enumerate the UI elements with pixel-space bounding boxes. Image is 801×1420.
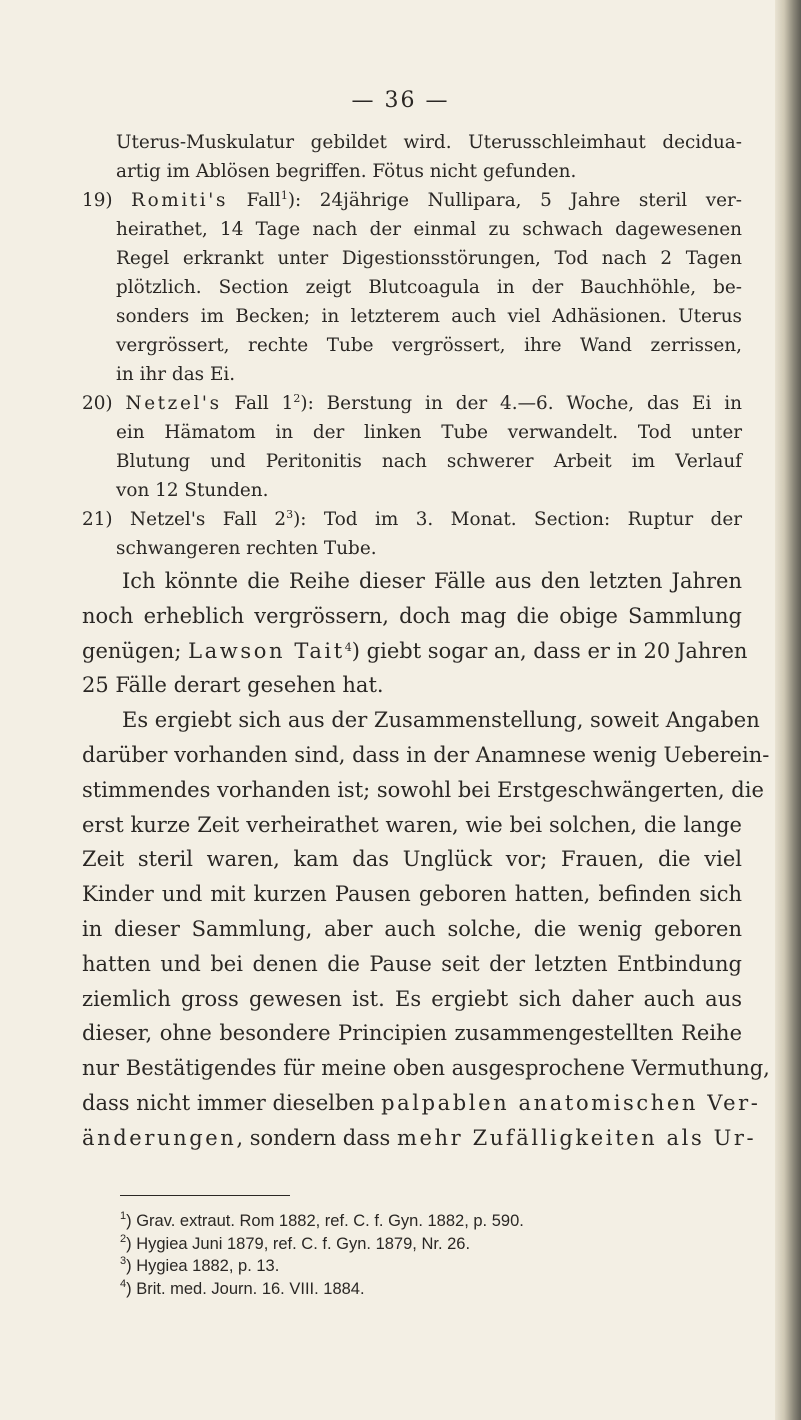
- text-line: ziemlich gross gewesen ist. Es ergiebt sich daher auch aus: [82, 986, 742, 1011]
- footnotes: [120, 1210, 720, 1300]
- text-line: Zeit steril waren, kam das Unglück vor; Frauen, die viel: [82, 847, 742, 872]
- footnote-rule: [120, 1195, 290, 1196]
- text-line: erst kurze Zeit verheirathet waren, wie bei solchen, die lange: [82, 812, 742, 837]
- text-line: 25 Fälle derart gesehen hat.: [82, 673, 384, 698]
- footnote: $^3$) Hygiea 1882, p. 13.: [120, 1255, 280, 1275]
- text-line: Es ergiebt sich aus der Zusammenstellung, soweit Angaben: [122, 708, 760, 733]
- text-line: dass nicht immer dieselben palpablen anatomischen Ver-: [82, 1090, 761, 1115]
- text-line: Blutung und Peritonitis nach schwerer Arbeit im Verlauf: [116, 451, 742, 472]
- text-line: stimmendes vorhanden ist; sowohl bei Erstgeschwängerten, die: [82, 777, 764, 802]
- text-line: sonders im Becken; in letzterem auch viel Adhäsionen. Uterus: [116, 306, 742, 327]
- text-line: änderungen, sondern dass mehr Zufälligkeiten als Ur-: [82, 1125, 757, 1150]
- text-line: dieser, ohne besondere Principien zusammengestellten Reihe: [82, 1021, 742, 1046]
- text-line: schwangeren rechten Tube.: [116, 538, 377, 559]
- footnote-mark: 3: [120, 1255, 127, 1267]
- text-line: artig im Ablösen begriffen. Fötus nicht gefunden.: [116, 161, 577, 182]
- text-line: in dieser Sammlung, aber auch solche, die wenig geboren: [82, 916, 742, 941]
- text-line: ein Hämatom in der linken Tube verwandelt. Tod unter: [116, 422, 742, 443]
- text-line: Kinder und mit kurzen Pausen geboren hatten, befinden sich: [82, 882, 742, 907]
- text-line: plötzlich. Section zeigt Blutcoagula in der Bauchhöhle, be-: [116, 277, 742, 298]
- text-line: in ihr das Ei.: [116, 364, 236, 385]
- text-line: heirathet, 14 Tage nach der einmal zu schwach dagewesenen: [116, 219, 742, 240]
- page-edge-shadow: [775, 0, 801, 1420]
- text-line: darüber vorhanden sind, dass in der Anamnese wenig Ueberein-: [82, 742, 770, 767]
- footnote-mark: 4: [120, 1277, 127, 1290]
- footnote-mark: 2: [120, 1232, 127, 1245]
- case-list: [82, 128, 742, 563]
- text-line: Uterus-Muskulatur gebildet wird. Uterusschleimhaut decidua-: [116, 132, 742, 153]
- text-line: nur Bestätigendes für meine oben ausgesprochene Vermuthung,: [82, 1056, 770, 1081]
- text-line: Regel erkrankt unter Digestionsstörungen, Tod nach 2 Tagen: [116, 248, 742, 269]
- text-line: 21) Netzel's Fall $2^3$): Tod im 3. Monat. Section: Ruptur der: [82, 508, 742, 530]
- page-number: — 36 —: [351, 88, 450, 113]
- text-line: Ich könnte die Reihe dieser Fälle aus den letzten Jahren: [122, 569, 742, 593]
- text-line: 20) Netzel's Fall $1^2$): Berstung in der 4.—6. Woche, das Ei in: [82, 392, 742, 414]
- text-line: 19) Romiti's Fall$^1$): 24jährige Nullipara, 5 Jahre steril ver-: [82, 189, 742, 211]
- footnote-mark: 1: [120, 1210, 127, 1222]
- text-line: vergrössert, rechte Tube vergrössert, ihre Wand zerrissen,: [116, 335, 742, 356]
- text-line: genügen; Lawson Tait$^4$) giebt sogar an, dass er in 20 Jahren: [82, 638, 748, 663]
- text-line: noch erheblich vergrössern, doch mag die obige Sammlung: [82, 603, 742, 628]
- text-line: hatten und bei denen die Pause seit der letzten Entbindung: [82, 951, 742, 976]
- footnote: $^1$) Grav. extraut. Rom 1882, ref. C. f. Gyn. 1882, p. 590.: [120, 1210, 524, 1230]
- text-line: von 12 Stunden.: [116, 480, 269, 501]
- body-text: [82, 564, 770, 1156]
- footnote: $^2$) Hygiea Juni 1879, ref. C. f. Gyn. 1879, Nr. 26.: [120, 1232, 471, 1253]
- footnote: $^4$) Brit. med. Journ. 16. VIII. 1884.: [120, 1277, 365, 1298]
